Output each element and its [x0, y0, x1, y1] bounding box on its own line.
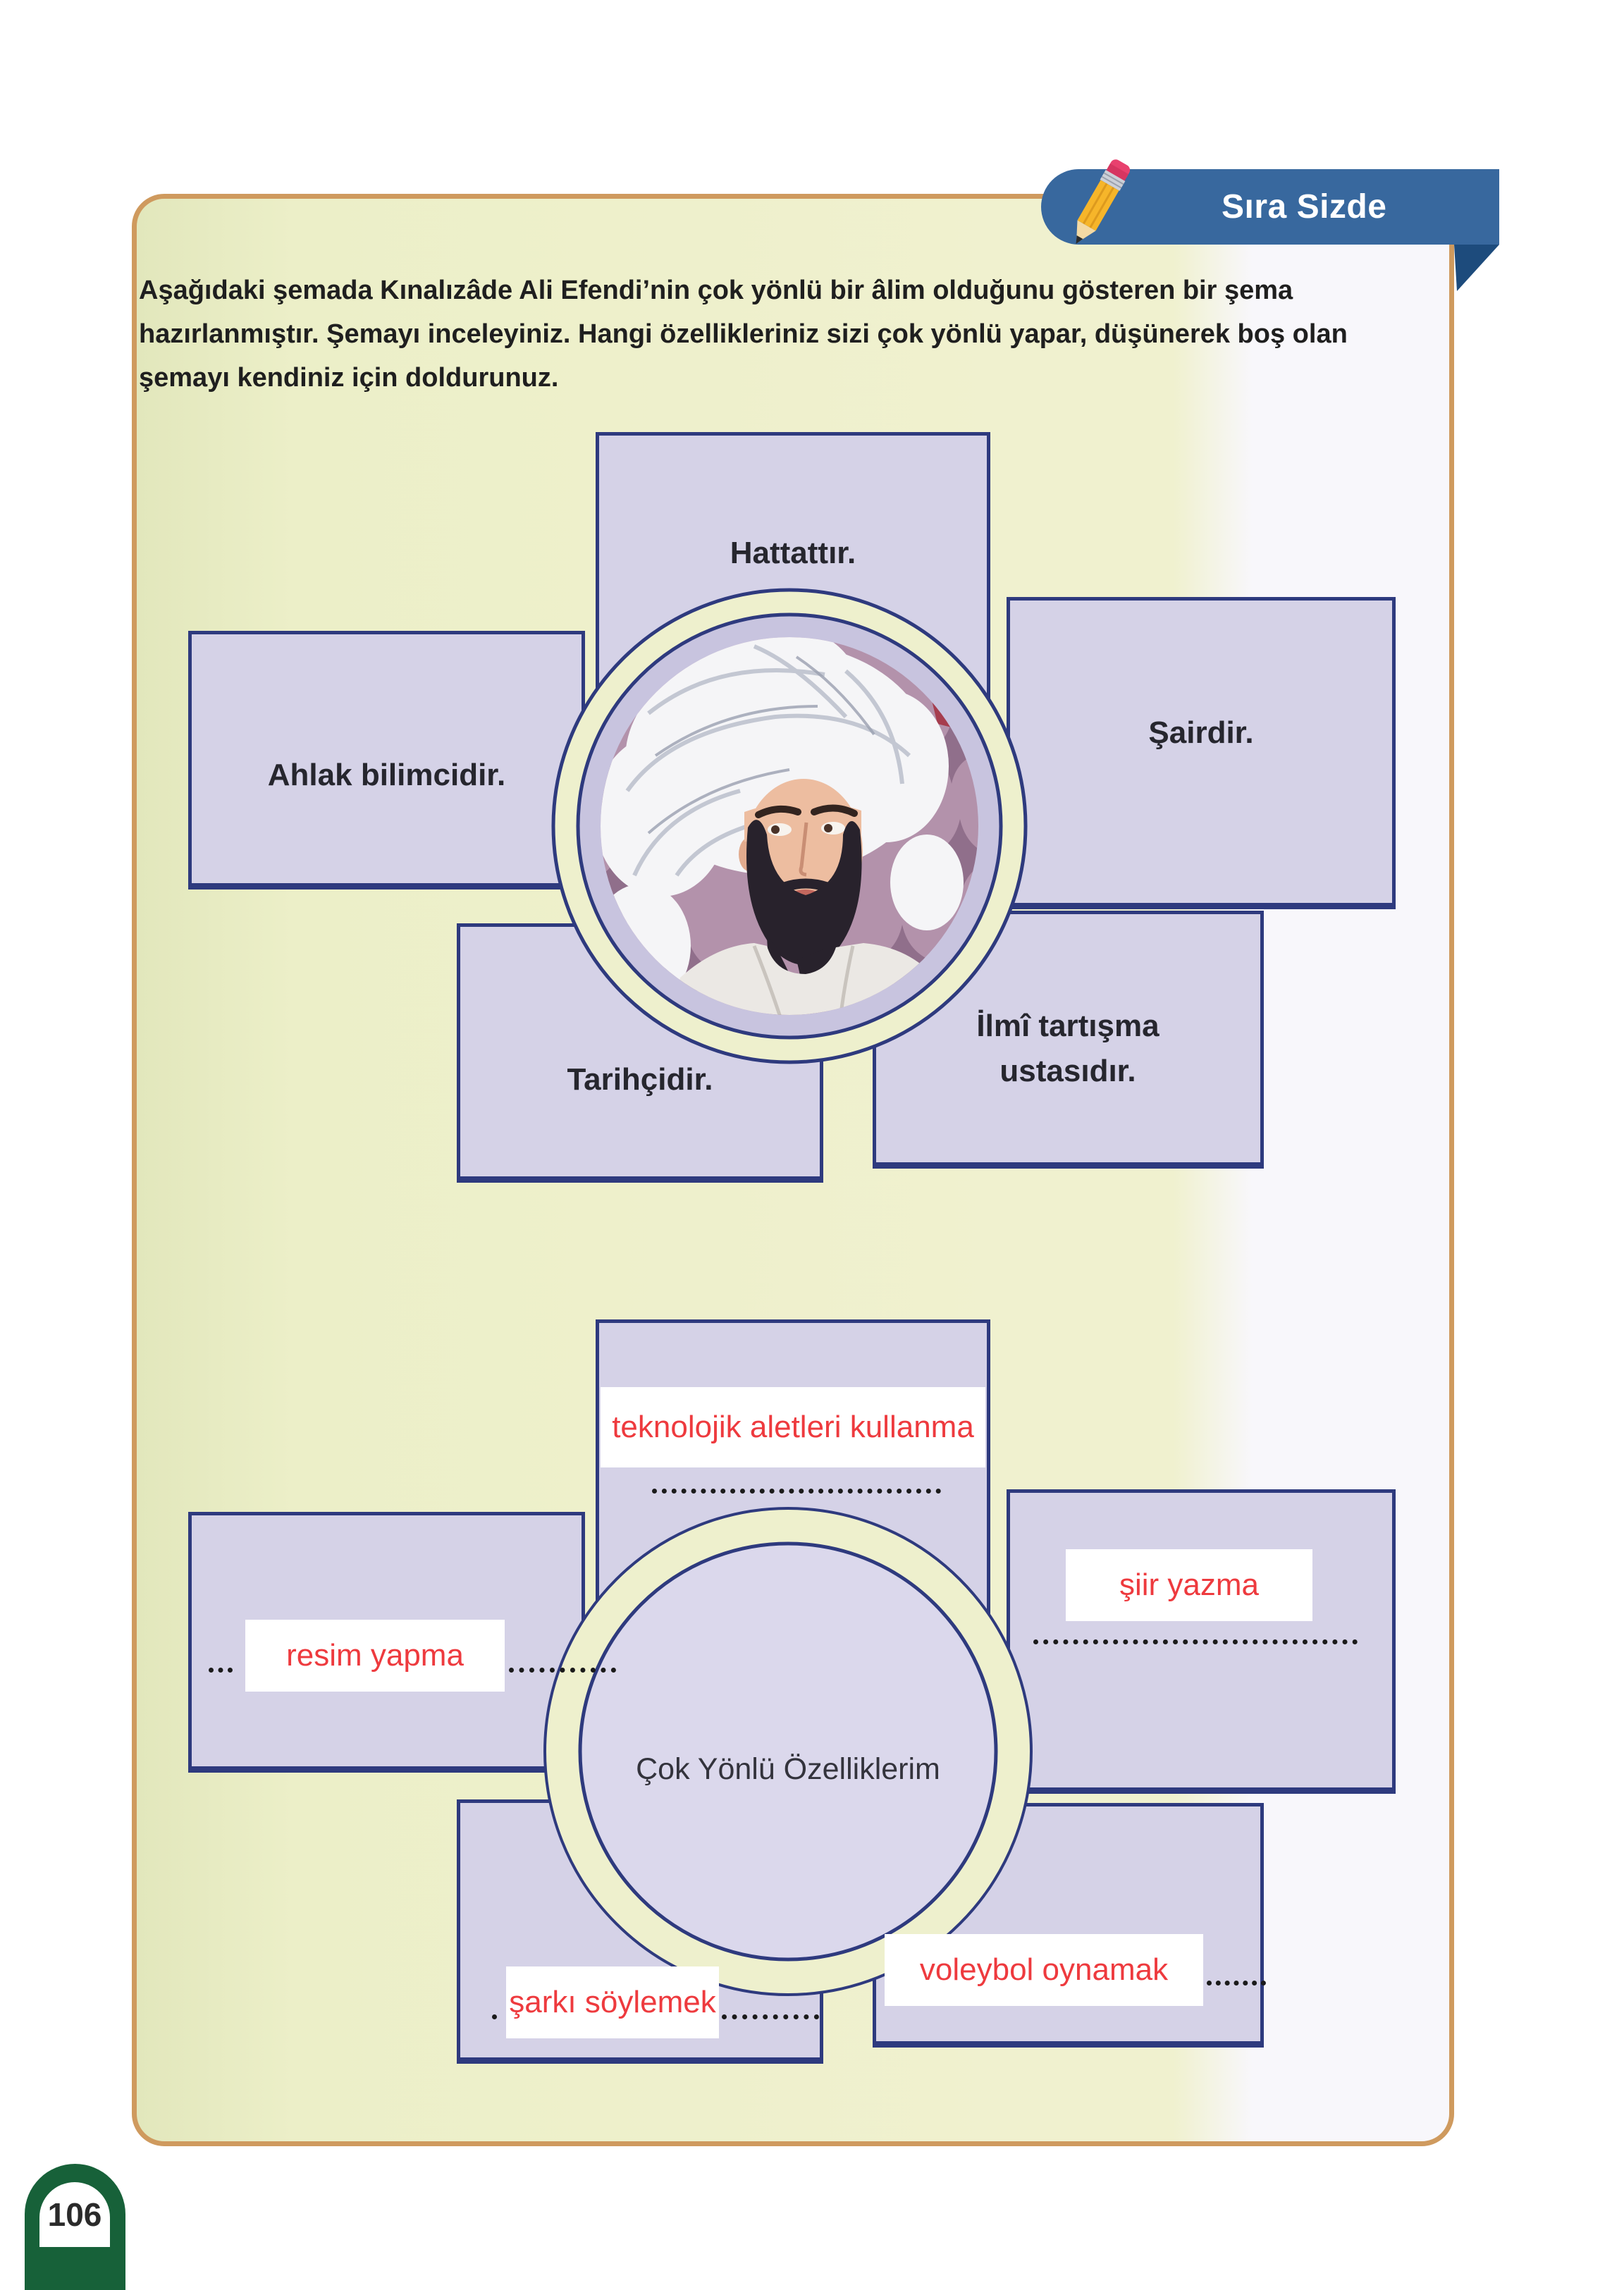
page-number: 106 [39, 2182, 110, 2247]
answer-top: teknolojik aletleri kullanma [601, 1387, 985, 1467]
diagram1-label-top: Hattattır. [730, 536, 856, 570]
answer-bottom-left: şarkı söylemek [506, 1966, 719, 2038]
diagram1-label-left: Ahlak bilimcidir. [267, 758, 506, 792]
instruction-line: şemayı kendiniz için doldurunuz. [139, 363, 559, 393]
pencil-icon [1054, 154, 1145, 252]
dotted-line-bottom-left-trail [722, 2014, 819, 2019]
instruction-paragraph [139, 269, 1408, 400]
section-title: Sıra Sizde [1222, 188, 1387, 226]
answer-left: resim yapma [245, 1620, 505, 1692]
dotted-line-left-lead [209, 1668, 233, 1673]
dotted-line-left-trail [509, 1668, 616, 1673]
portrait-medallion [543, 579, 1036, 1073]
dotted-line-bottom-left-lead [492, 2014, 500, 2019]
answer-bottom-right: voleybol oynamak [885, 1934, 1203, 2006]
diagram2-center-label: Çok Yönlü Özelliklerim [636, 1752, 940, 1786]
instruction-line: hazırlanmıştır. Şemayı inceleyiniz. Hangi özellikleriniz sizi çok yönlü yapar, düşünerek boş olan [139, 319, 1348, 349]
diagram1-label-bottom-right: İlmî tartışma ustasıdır. [976, 1009, 1159, 1088]
answer-right: şiir yazma [1066, 1549, 1312, 1621]
diagram1-label-bottom-left: Tarihçidir. [567, 1062, 713, 1097]
instruction-line: Aşağıdaki şemada Kınalızâde Ali Efendi’nin çok yönlü bir âlim olduğunu gösteren bir şema [139, 276, 1293, 305]
dotted-line-bottom-right-trail [1207, 1981, 1266, 1986]
banner-fold-corner [1454, 244, 1501, 292]
dotted-line-top [652, 1489, 941, 1494]
portrait-image [543, 579, 1036, 1073]
dotted-line-right [1033, 1639, 1358, 1644]
diagram1-label-right: Şairdir. [1148, 715, 1254, 750]
